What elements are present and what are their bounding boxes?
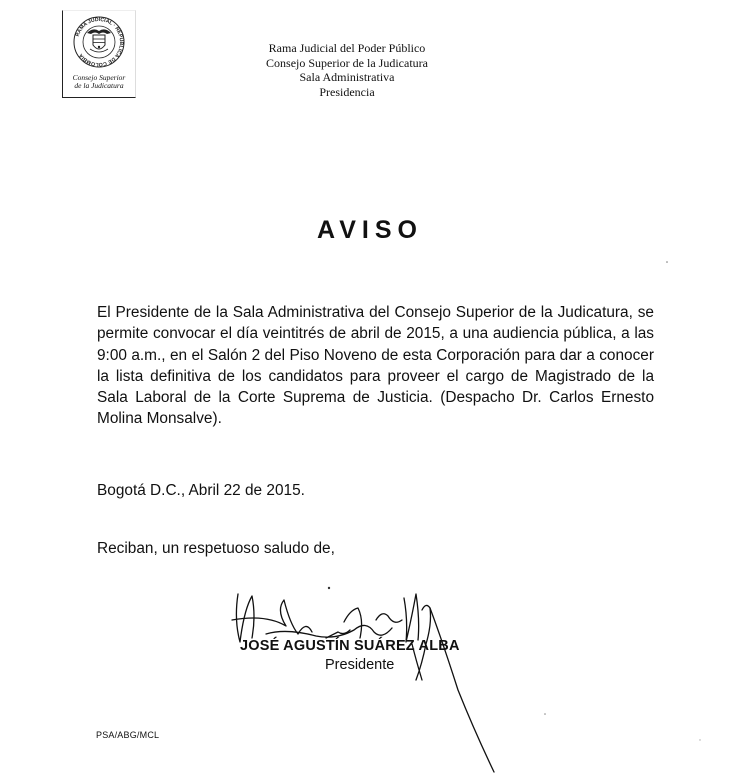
notice-body: El Presidente de la Sala Administrativa del Consejo Superior de la Judicatura, se permite convocar el día veintitrés de abril de 2015, a una audiencia pública, a las 9:00 a.m., en el Salón 2 del Piso Noveno de esta Corporación para dar a conocer la lista definitiva de los candidatos para proveer el cargo de Magistrado de la Sala Laboral de la Corte Suprema de Justicia. (Despacho Dr. Carlos Ernesto Molina Monsalve). xyxy=(97,304,654,428)
letterhead xyxy=(224,41,470,99)
colombia-seal-icon xyxy=(63,11,135,73)
seal-caption xyxy=(63,74,135,90)
closing-greeting: Reciban, un respetuoso saludo de, xyxy=(97,540,335,557)
reference-initials: PSA/ABG/MCL xyxy=(96,730,160,740)
letterhead-line2: Consejo Superior de la Judicatura xyxy=(266,55,428,70)
seal-box xyxy=(62,10,136,98)
letterhead-line4: Presidencia xyxy=(319,84,375,99)
seal-caption-line1: Consejo Superior xyxy=(72,73,126,82)
svg-text:RAMA JUDICIAL · REPÚBLICA DE C xyxy=(75,17,125,67)
seal-ring-text: RAMA JUDICIAL · REPÚBLICA DE COLOMBIA xyxy=(74,16,125,68)
document-title: AVISO xyxy=(317,216,423,244)
signer-name: JOSÉ AGUSTÍN SUÁREZ ALBA xyxy=(240,638,460,654)
seal-caption-line2: de la Judicatura xyxy=(74,81,124,90)
letterhead-line3: Sala Administrativa xyxy=(299,70,395,84)
handwritten-signature xyxy=(226,580,516,774)
signer-role: Presidente xyxy=(325,657,395,673)
letterhead-line1: Rama Judicial del Poder Público xyxy=(268,41,426,55)
date-line: Bogotá D.C., Abril 22 de 2015. xyxy=(97,482,305,499)
